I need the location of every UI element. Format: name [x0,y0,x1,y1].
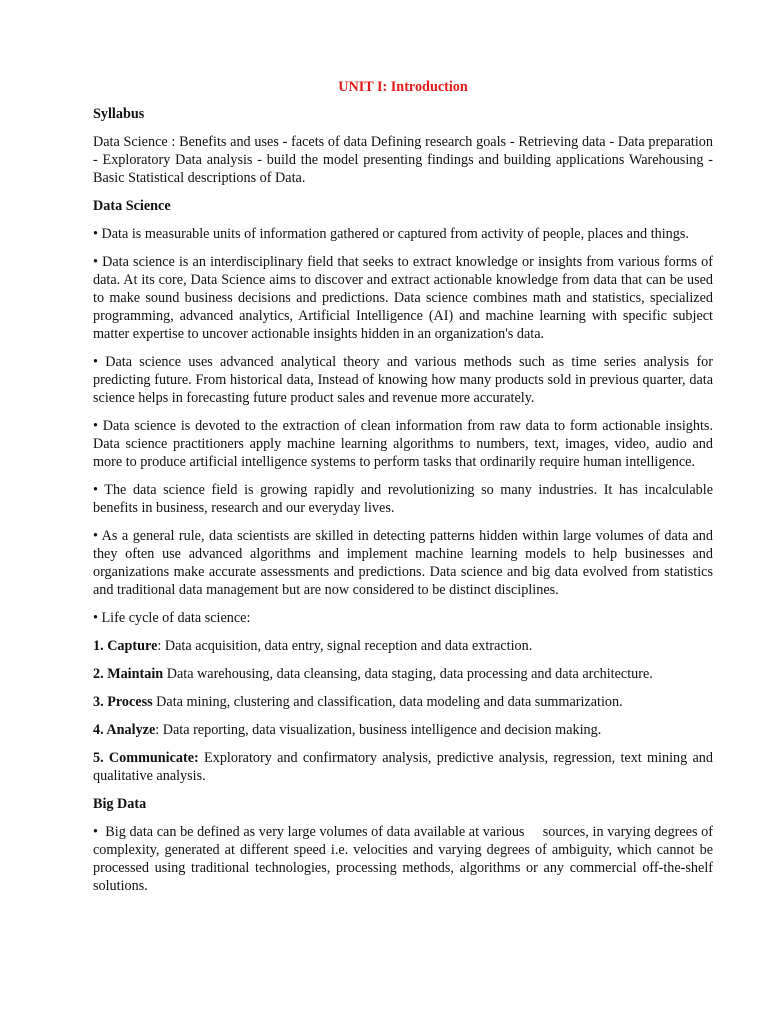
lifecycle-item-capture [93,637,713,655]
unit-title: UNIT I: Introduction [338,79,468,95]
lifecycle-text: : Data reporting, data visualization, business intelligence and decision making. [155,722,602,738]
document-page [93,78,717,905]
lifecycle-label: 1. Capture [93,638,158,654]
paragraph: • Big data can be defined as very large volumes of data available at various sources, in varying degrees of complexity, generated at different speed i.e. velocities and varying degrees of ambiguity, which cannot be processed using traditional technologies, processing methods, algorithms or any commercial off-the-shelf solutions. [93,824,717,894]
paragraph: • Data science uses advanced analytical theory and various methods such as time series analysis for predicting future. From historical data, Instead of knowing how many products sold in previous quarter, data science helps in forecasting future product sales and revenue more accurately. [93,354,713,406]
lifecycle-text: Data warehousing, data cleansing, data staging, data processing and data architecture. [163,666,653,682]
data-science-heading: Data Science [93,198,171,214]
lifecycle-label: 5. Communicate: [93,750,199,766]
lifecycle-label: 4. Analyze [93,722,156,738]
lifecycle-text: Data mining, clustering and classification, data modeling and data summarization. [152,694,623,710]
paragraph: • Data science is an interdisciplinary field that seeks to extract knowledge or insights from various forms of data. At its core, Data Science aims to discover and extract actionable knowledge from data that can be used to make sound business decisions and predictions. Data science combines math and statistics, specialized programming, advanced analytics, Artificial Intelligence (AI) and machine learning with specific subject matter expertise to uncover actionable insights hidden in an organization's data. [93,254,713,342]
lifecycle-label: 2. Maintain [93,666,164,682]
big-data-heading: Big Data [93,796,147,812]
lifecycle-item-maintain [93,665,713,683]
lifecycle-text: Exploratory and confirmatory analysis, predictive analysis, regression, text mining and qualitative analysis. [93,750,713,784]
syllabus-text: Data Science : Benefits and uses - facets of data Defining research goals - Retrieving data - Data preparation - Exploratory Data analysis - build the model presenting findings and building applications Warehousing - Basic Statistical descriptions of Data. [93,134,713,186]
paragraph: • Data is measurable units of information gathered or captured from activity of people, places and things. [93,226,689,242]
lifecycle-item-communicate [93,749,713,785]
lifecycle-item-process [93,693,713,711]
lifecycle-label: 3. Process [93,694,153,710]
paragraph: • Data science is devoted to the extraction of clean information from raw data to form actionable insights. Data science practitioners apply machine learning algorithms to numbers, text, images, video, audio and more to produce artificial intelligence systems to perform tasks that ordinarily require human intelligence. [93,418,713,470]
lifecycle-text: : Data acquisition, data entry, signal reception and data extraction. [157,638,533,654]
lifecycle-item-analyze [93,721,713,739]
lifecycle-intro: • Life cycle of data science: [93,610,251,626]
paragraph: • As a general rule, data scientists are skilled in detecting patterns hidden within large volumes of data and they often use advanced algorithms and implement machine learning models to help businesses and organizations make accurate assessments and predictions. Data science and big data evolved from statistics and traditional data management but are now considered to be distinct disciplines. [93,528,713,598]
syllabus-heading: Syllabus [93,106,145,122]
paragraph: • The data science field is growing rapidly and revolutionizing so many industries. It has incalculable benefits in business, research and our everyday lives. [93,482,713,516]
